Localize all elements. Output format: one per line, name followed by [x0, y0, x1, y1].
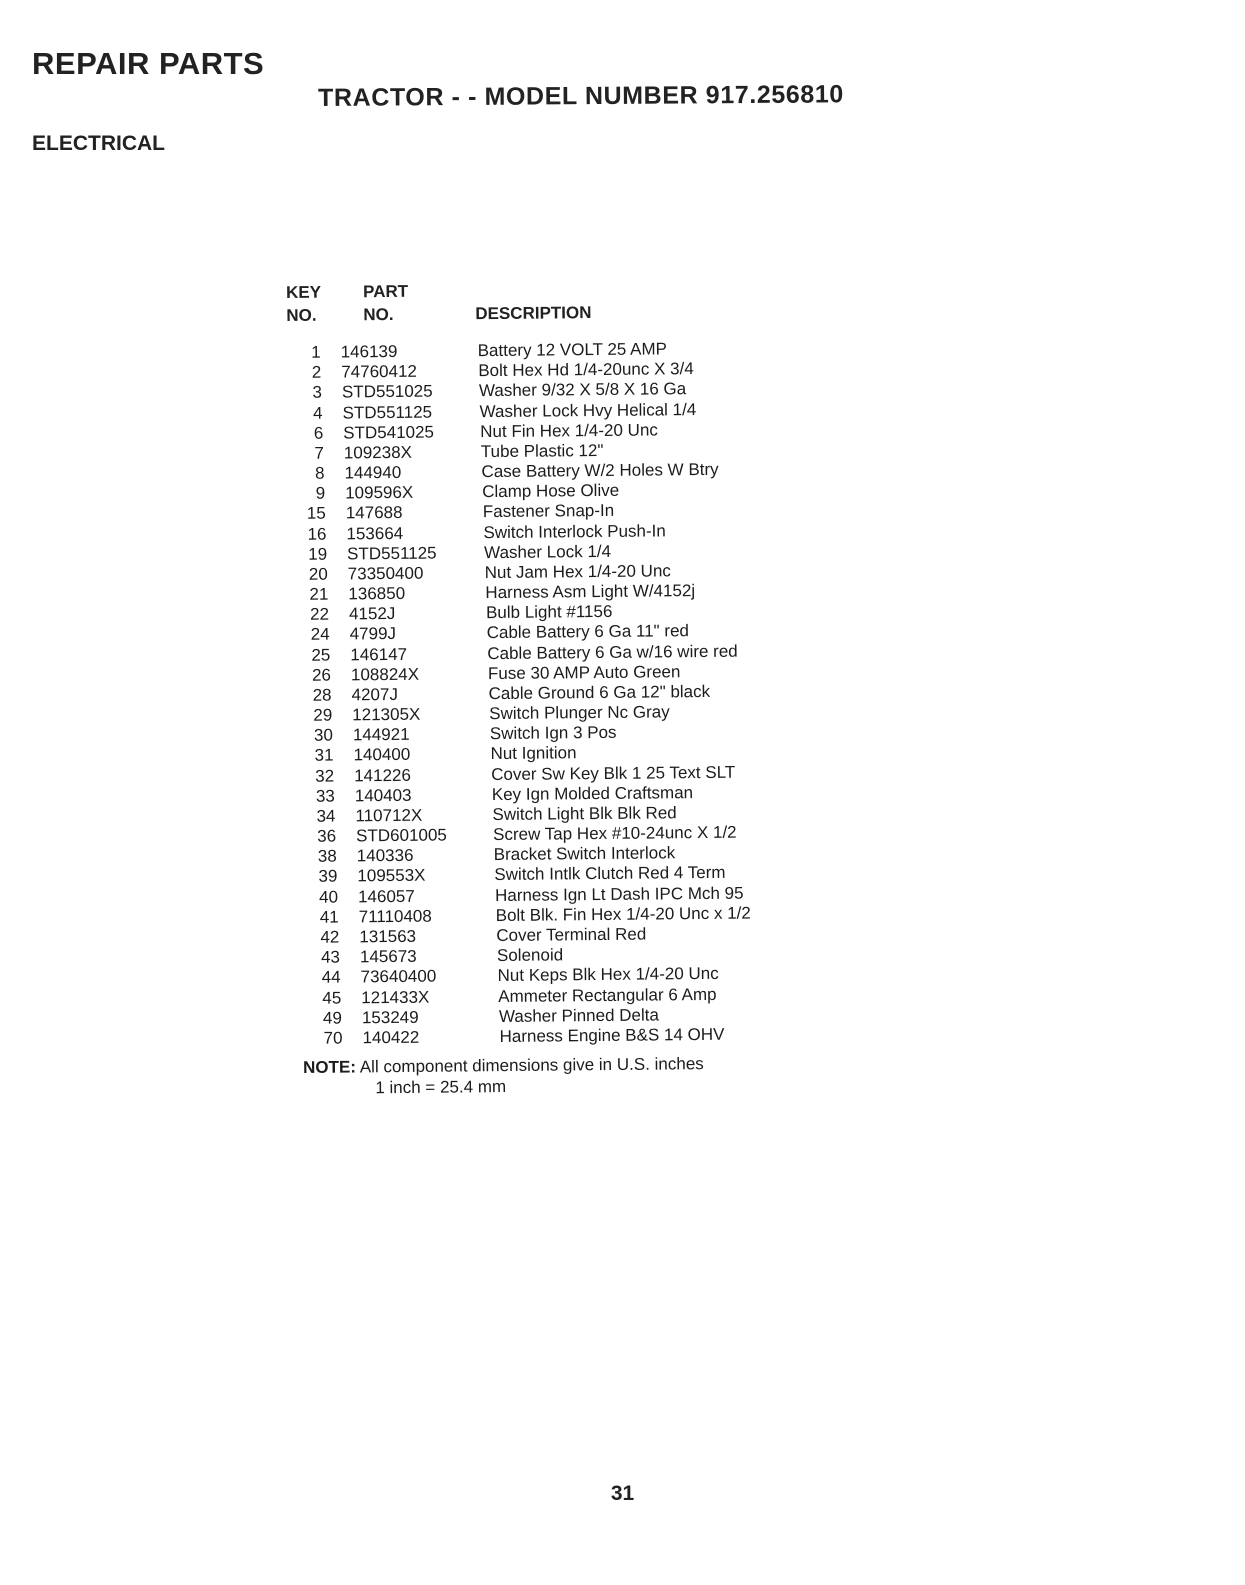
key-cell: 19	[308, 544, 328, 564]
description-cell: Washer 9/32 X 5/8 X 16 Ga	[478, 379, 687, 401]
parts-table-header	[286, 278, 827, 343]
key-cell: 43	[320, 947, 341, 967]
description-cell: Screw Tap Hex #10-24unc X 1/2	[493, 822, 737, 845]
part-number-cell: 4152J	[348, 604, 396, 624]
description-cell: Bracket Switch Interlock	[493, 843, 676, 865]
part-number-cell: 153249	[361, 1007, 419, 1027]
key-cell: 22	[310, 604, 330, 625]
key-cell: 2	[311, 362, 322, 382]
part-number-cell: 147688	[345, 503, 403, 523]
part-number-cell: 4207J	[351, 684, 399, 705]
key-cell: 15	[306, 504, 326, 524]
description-cell: Case Battery W/2 Holes W Btry	[481, 459, 719, 482]
key-cell: 4	[313, 403, 323, 423]
key-cell: 31	[314, 746, 334, 766]
parts-table	[286, 278, 833, 1049]
key-cell: 30	[313, 725, 333, 746]
key-cell: 21	[309, 584, 329, 604]
part-number-cell: STD551125	[347, 543, 437, 564]
key-cell: 16	[307, 524, 327, 544]
description-cell: Key Ign Molded Craftsman	[491, 782, 694, 804]
key-cell: 38	[317, 846, 337, 867]
description-cell: Switch Plunger Nc Gray	[489, 702, 670, 724]
description-cell: Switch Light Blk Blk Red	[492, 803, 677, 824]
key-cell: 6	[313, 423, 324, 443]
key-cell: 42	[320, 927, 340, 947]
part-number-cell: 109596X	[345, 482, 414, 503]
key-cell: 34	[316, 806, 336, 826]
part-number-cell: 4799J	[349, 624, 397, 644]
note-label: NOTE:	[303, 1057, 357, 1077]
description-cell: Switch Intlk Clutch Red 4 Term	[494, 863, 726, 885]
description-cell: Cover Terminal Red	[496, 924, 647, 945]
description-cell: Cover Sw Key Blk 1 25 Text SLT	[491, 762, 736, 784]
description-cell: Harness Ign Lt Dash IPC Mch 95	[494, 883, 744, 905]
description-cell: Washer Lock Hvy Helical 1/4	[479, 399, 697, 421]
part-number-cell: 140403	[354, 785, 412, 806]
part-number-cell: 71110408	[358, 906, 432, 927]
parts-table-body	[287, 338, 834, 1049]
description-cell: Cable Battery 6 Ga 11" red	[486, 621, 690, 643]
part-number-cell: 110712X	[355, 805, 423, 826]
description-cell: Harness Asm Light W/4152j	[485, 581, 696, 603]
key-header-line1: KEY	[286, 282, 322, 302]
description-cell: Nut Jam Hex 1/4-20 Unc	[484, 561, 671, 582]
key-cell: 32	[315, 766, 335, 786]
key-cell: 24	[310, 625, 330, 645]
key-cell: 9	[315, 483, 326, 503]
description-header: DESCRIPTION	[475, 303, 592, 324]
key-cell: 36	[317, 826, 337, 846]
part-number-cell: 146139	[340, 341, 398, 362]
key-cell: 20	[308, 564, 328, 584]
part-number-cell: STD601005	[356, 825, 447, 846]
key-cell: 1	[311, 342, 321, 362]
description-cell: Washer Pinned Delta	[498, 1005, 659, 1026]
part-number-cell: 74760412	[341, 361, 418, 382]
part-header-line1: PART	[362, 281, 409, 302]
page-title: REPAIR PARTS	[32, 46, 265, 81]
note-line1: All component dimensions give in U.S. inches	[359, 1054, 704, 1077]
part-number-cell: 109238X	[343, 442, 413, 463]
part-number-cell: 153664	[346, 523, 404, 543]
part-number-cell: STD541025	[343, 422, 435, 443]
description-cell: Fastener Snap-In	[482, 501, 615, 522]
part-number-cell: 73640400	[360, 966, 437, 987]
key-cell: 70	[323, 1028, 343, 1048]
description-cell: Washer Lock 1/4	[484, 541, 612, 562]
key-cell: 3	[312, 383, 323, 403]
part-number-cell: 73350400	[347, 563, 424, 584]
section-title: ELECTRICAL	[32, 132, 165, 155]
part-number-cell: 146147	[350, 644, 408, 664]
description-cell: Switch Interlock Push-In	[483, 520, 666, 542]
key-cell: 33	[315, 786, 335, 806]
description-cell: Clamp Hose Olive	[482, 481, 620, 502]
part-number-cell: 140422	[362, 1027, 420, 1048]
description-cell: Nut Ignition	[490, 743, 577, 764]
key-cell: 44	[321, 967, 341, 988]
key-cell: 29	[313, 705, 333, 725]
description-cell: Nut Fin Hex 1/4-20 Unc	[480, 420, 658, 441]
description-cell: Bolt Blk. Fin Hex 1/4-20 Unc x 1/2	[495, 903, 751, 925]
part-number-cell: 108824X	[350, 664, 420, 685]
key-cell: 7	[314, 443, 324, 463]
key-cell: 8	[314, 463, 325, 483]
part-number-cell: 141226	[354, 765, 411, 785]
part-number-cell: STD551125	[342, 402, 433, 422]
key-cell: 25	[311, 645, 331, 665]
part-number-cell: 109553X	[357, 866, 426, 886]
part-number-cell: 140400	[353, 745, 411, 765]
description-cell: Ammeter Rectangular 6 Amp	[498, 984, 717, 1006]
description-cell: Cable Battery 6 Ga w/16 wire red	[487, 641, 738, 663]
description-cell: Bolt Hex Hd 1/4-20unc X 3/4	[478, 359, 694, 381]
description-cell: Nut Keps Blk Hex 1/4-20 Unc	[497, 964, 719, 986]
part-number-cell: 140336	[356, 846, 414, 866]
description-cell: Solenoid	[496, 945, 564, 966]
note	[303, 1052, 823, 1099]
key-header-line2: NO.	[286, 305, 317, 325]
key-cell: 39	[318, 867, 338, 887]
part-number-cell: 146057	[357, 886, 415, 906]
key-cell: 45	[322, 988, 342, 1008]
key-cell: 49	[322, 1008, 342, 1028]
key-cell: 26	[311, 665, 332, 685]
description-cell: Bulb Light #1156	[485, 602, 613, 623]
description-cell: Fuse 30 AMP Auto Green	[487, 661, 681, 683]
part-number-cell: 136850	[348, 583, 406, 604]
key-cell: 28	[312, 685, 332, 705]
page-number: 31	[610, 1482, 635, 1505]
part-number-cell: 144940	[344, 462, 402, 483]
description-cell: Tube Plastic 12"	[480, 440, 604, 461]
part-number-cell: STD551025	[341, 381, 433, 402]
part-header-line2: NO.	[363, 304, 394, 325]
part-number-cell: 121433X	[361, 987, 430, 1007]
key-cell: 41	[319, 907, 339, 927]
part-number-cell: 145673	[359, 946, 417, 967]
description-cell: Switch Ign 3 Pos	[489, 723, 617, 744]
description-cell: Cable Ground 6 Ga 12" black	[488, 681, 711, 703]
description-cell: Battery 12 VOLT 25 AMP	[477, 339, 668, 361]
part-number-cell: 144921	[352, 725, 410, 745]
part-number-cell: 121305X	[352, 704, 421, 725]
description-cell: Harness Engine B&S 14 OHV	[499, 1024, 725, 1046]
part-number-cell: 131563	[359, 926, 417, 947]
key-cell: 40	[319, 887, 339, 907]
model-number-title: TRACTOR - - MODEL NUMBER 917.256810	[318, 80, 844, 112]
table-row	[308, 1024, 833, 1049]
note-line2: 1 inch = 25.4 mm	[375, 1077, 507, 1098]
